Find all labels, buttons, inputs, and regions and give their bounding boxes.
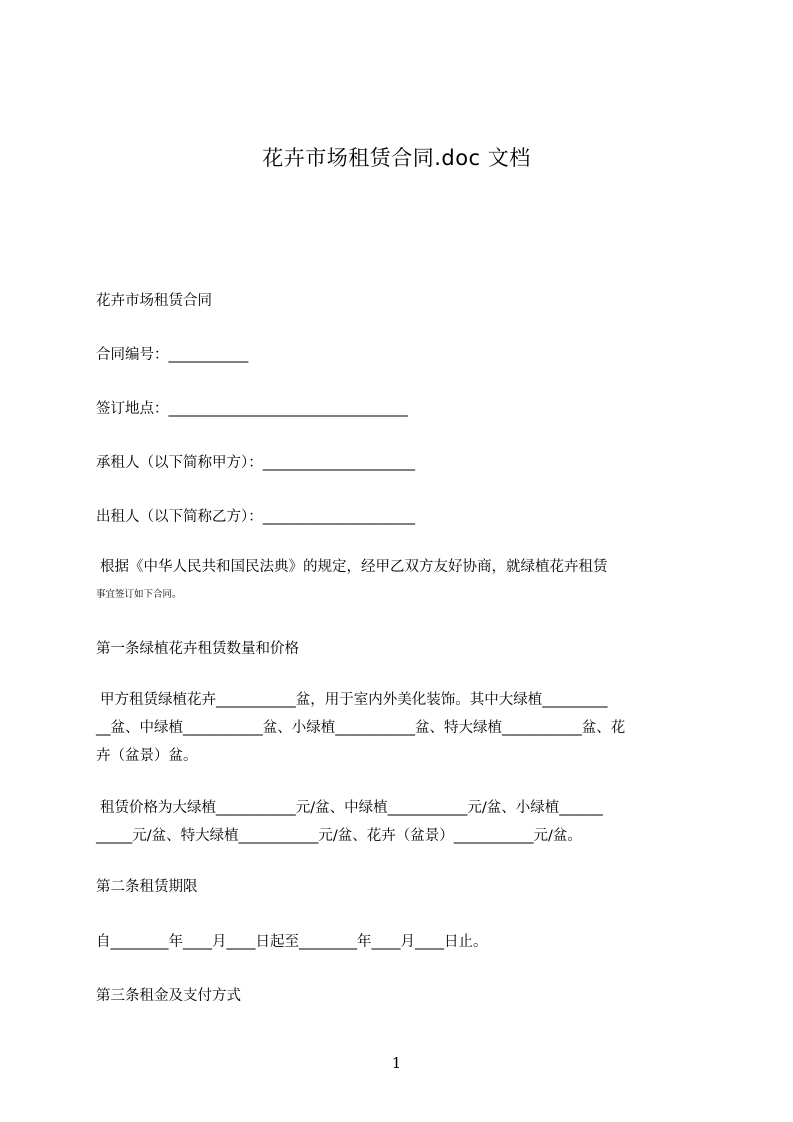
article-1-quantity-line-3: 卉（盆景）盆。 (96, 748, 198, 764)
sign-place-field: 签订地点：_________________________________ (96, 401, 408, 417)
preamble-paragraph (96, 553, 701, 609)
article-3-title: 第三条租金及支付方式 (96, 988, 241, 1004)
contract-heading: 花卉市场租赁合同 (96, 293, 212, 309)
page-number: 1 (391, 1054, 402, 1072)
document-title: 花卉市场租赁合同.doc 文档 (262, 146, 531, 170)
article-1-price-line-1: 租赁价格为大绿植___________元/盆、中绿植___________元/盆、小绿植______ (100, 800, 603, 816)
article-1-quantity-line-1: 甲方租赁绿植花卉___________盆，用于室内外美化装饰。其中大绿植_________ (100, 692, 608, 708)
article-1-quantity-line-2: __盆、中绿植___________盆、小绿植___________盆、特大绿植___________盆、花 (96, 720, 626, 736)
article-2-term: 自________年____月____日起至________年____月____日止。 (96, 934, 488, 950)
article-1-price-line-2: _____元/盆、特大绿植___________元/盆、花卉（盆景）___________元/盆。 (96, 828, 582, 844)
article-1-price-paragraph (96, 794, 701, 850)
article-2-title: 第二条租赁期限 (96, 879, 198, 895)
lessor-field: 出租人（以下简称乙方）：_____________________ (96, 509, 415, 525)
preamble-line-2: 事宜签订如下合同。 (96, 589, 182, 600)
preamble-line-1: 根据《中华人民共和国民法典》的规定，经甲乙双方友好协商，就绿植花卉租赁 (100, 559, 608, 575)
contract-number-field: 合同编号：___________ (96, 347, 249, 363)
article-1-quantity-paragraph (96, 686, 701, 770)
article-1-title: 第一条绿植花卉租赁数量和价格 (96, 641, 299, 657)
lessee-field: 承租人（以下简称甲方）：_____________________ (96, 455, 415, 471)
